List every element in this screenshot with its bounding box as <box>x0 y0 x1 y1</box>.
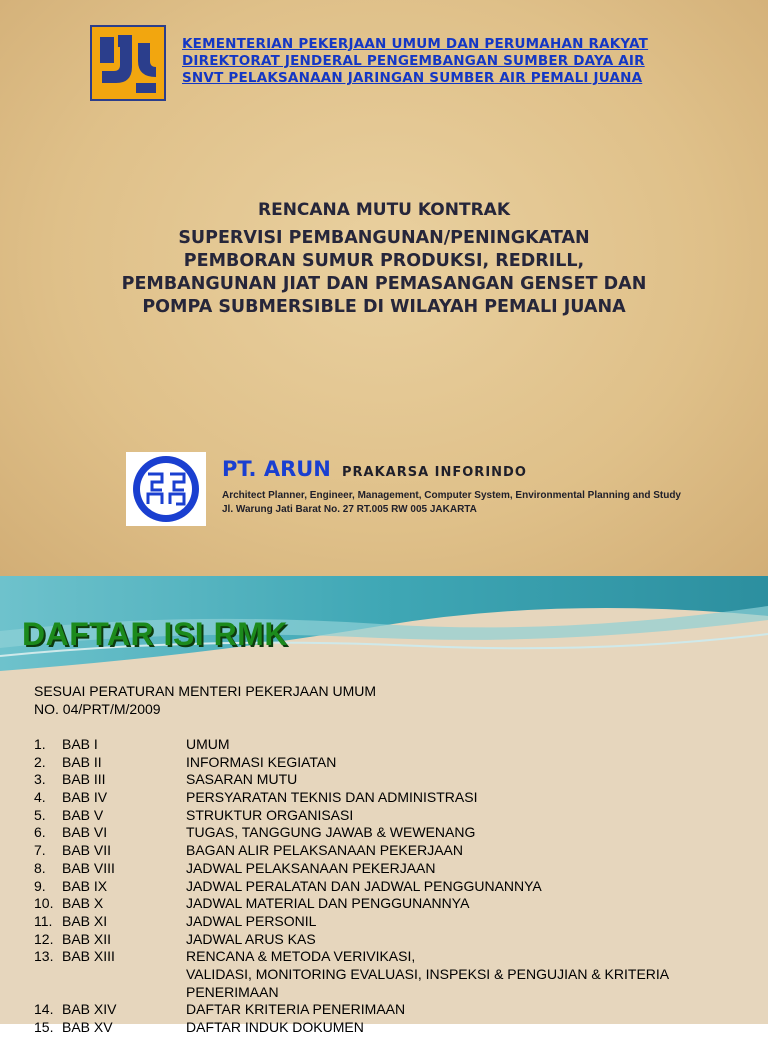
item-description: TUGAS, TANGGUNG JAWAB & WEWENANG <box>186 824 476 841</box>
item-chapter: BAB IV <box>62 789 108 806</box>
item-description: INFORMASI KEGIATAN <box>186 753 337 770</box>
cover-title: RENCANA MUTU KONTRAK <box>257 200 510 220</box>
directorate-line: DIREKTORAT JENDERAL PENGEMBANGAN SUMBER DAYA AIR <box>182 53 645 69</box>
item-description: DAFTAR KRITERIA PENERIMAAN <box>186 1001 406 1018</box>
contents-title: DAFTAR ISI RMK <box>22 616 288 652</box>
list-item <box>34 895 764 913</box>
company-name-suffix: PRAKARSA INFORINDO <box>341 465 527 480</box>
regulation-line: SESUAI PERATURAN MENTERI PEKERJAAN UMUM <box>34 683 377 699</box>
list-item <box>34 878 764 896</box>
item-chapter: BAB XIII <box>62 948 115 965</box>
item-number: 11. <box>34 912 53 929</box>
item-number: 9. <box>34 877 46 894</box>
item-number: 1. <box>34 736 46 752</box>
item-number: 13. <box>34 948 54 965</box>
item-description: JADWAL PERSONIL <box>186 912 317 929</box>
item-chapter: BAB XIV <box>62 1001 117 1018</box>
item-chapter: BAB X <box>62 895 104 912</box>
item-description: UMUM <box>186 736 230 752</box>
list-item <box>34 736 764 754</box>
item-chapter: BAB V <box>62 806 104 823</box>
contents-list <box>34 736 764 1037</box>
item-number: 12. <box>34 930 54 947</box>
item-description: JADWAL ARUS KAS <box>186 930 316 947</box>
ministry-header <box>182 36 682 87</box>
item-chapter: BAB VIII <box>62 859 115 876</box>
list-item <box>34 824 764 842</box>
item-number: 8. <box>34 859 46 876</box>
list-item <box>34 948 764 966</box>
company-name-main: PT. ARUN <box>222 457 331 481</box>
item-number: 5. <box>34 806 46 823</box>
cover-title-block <box>20 198 748 319</box>
list-item <box>34 842 764 860</box>
list-item <box>34 1001 764 1019</box>
company-tagline: Architect Planner, Engineer, Management, Computer System, Environmental Planning and Study <box>222 490 681 501</box>
item-description: STRUKTUR ORGANISASI <box>186 806 354 823</box>
item-description: PERSYARATAN TEKNIS DAN ADMINISTRASI <box>186 789 478 806</box>
item-number: 10. <box>34 895 54 912</box>
list-item-continuation <box>34 966 764 984</box>
ministry-logo-icon <box>90 25 166 101</box>
item-number: 3. <box>34 771 46 788</box>
cover-subtitle-line: POMPA SUBMERSIBLE DI WILAYAH PEMALI JUANA <box>142 297 626 317</box>
cover-subtitle-line: PEMBANGUNAN JIAT DAN PEMASANGAN GENSET DAN <box>121 274 647 294</box>
list-item <box>34 771 764 789</box>
list-item <box>34 789 764 807</box>
company-name <box>222 457 527 481</box>
item-number: 7. <box>34 842 46 859</box>
item-description: DAFTAR INDUK DOKUMEN <box>186 1019 364 1035</box>
list-item <box>34 913 764 931</box>
ministry-line: KEMENTERIAN PEKERJAAN UMUM DAN PERUMAHAN RAKYAT <box>182 36 649 52</box>
item-description: JADWAL MATERIAL DAN PENGGUNANNYA <box>186 895 470 912</box>
item-chapter: BAB XII <box>62 930 112 947</box>
cover-subtitle-line: SUPERVISI PEMBANGUNAN/PENINGKATAN <box>178 228 590 248</box>
item-chapter: BAB II <box>62 753 102 770</box>
list-item <box>34 860 764 878</box>
item-number: 15. <box>34 1019 54 1035</box>
item-description: JADWAL PERALATAN DAN JADWAL PENGGUNANNYA <box>186 877 542 894</box>
item-description: BAGAN ALIR PELAKSANAAN PEKERJAAN <box>186 842 463 859</box>
contents-slide <box>0 576 768 1035</box>
item-chapter: BAB VI <box>62 824 108 841</box>
item-number: 6. <box>34 824 46 841</box>
item-description: VALIDASI, MONITORING EVALUASI, INSPEKSI & PENGUJIAN & KRITERIA <box>186 965 670 982</box>
item-chapter: BAB XI <box>62 912 108 929</box>
item-chapter: BAB VII <box>62 842 112 859</box>
company-details <box>222 489 681 517</box>
item-description: SASARAN MUTU <box>186 771 298 788</box>
item-number: 4. <box>34 789 46 806</box>
item-chapter: BAB IX <box>62 877 108 894</box>
regulation-reference <box>34 682 376 718</box>
list-item <box>34 931 764 949</box>
regulation-number: NO. 04/PRT/M/2009 <box>34 701 161 717</box>
item-number: 14. <box>34 1001 54 1018</box>
item-number: 2. <box>34 753 46 770</box>
item-description: JADWAL PELAKSANAAN PEKERJAAN <box>186 859 436 876</box>
list-item <box>34 807 764 825</box>
list-item <box>34 1019 764 1037</box>
list-item <box>34 754 764 772</box>
item-description: RENCANA & METODA VERIVIKASI, <box>186 948 416 965</box>
item-chapter: BAB III <box>62 771 106 788</box>
company-logo-icon <box>126 452 206 526</box>
item-chapter: BAB I <box>62 736 98 752</box>
item-chapter: BAB XV <box>62 1019 113 1035</box>
company-address: Jl. Warung Jati Barat No. 27 RT.005 RW 005 JAKARTA <box>222 504 477 515</box>
list-item-continuation <box>34 984 764 1002</box>
item-description: PENERIMAAN <box>186 983 279 1000</box>
snvt-line: SNVT PELAKSANAAN JARINGAN SUMBER AIR PEMALI JUANA <box>182 70 643 86</box>
cover-subtitle-line: PEMBORAN SUMUR PRODUKSI, REDRILL, <box>183 251 585 271</box>
